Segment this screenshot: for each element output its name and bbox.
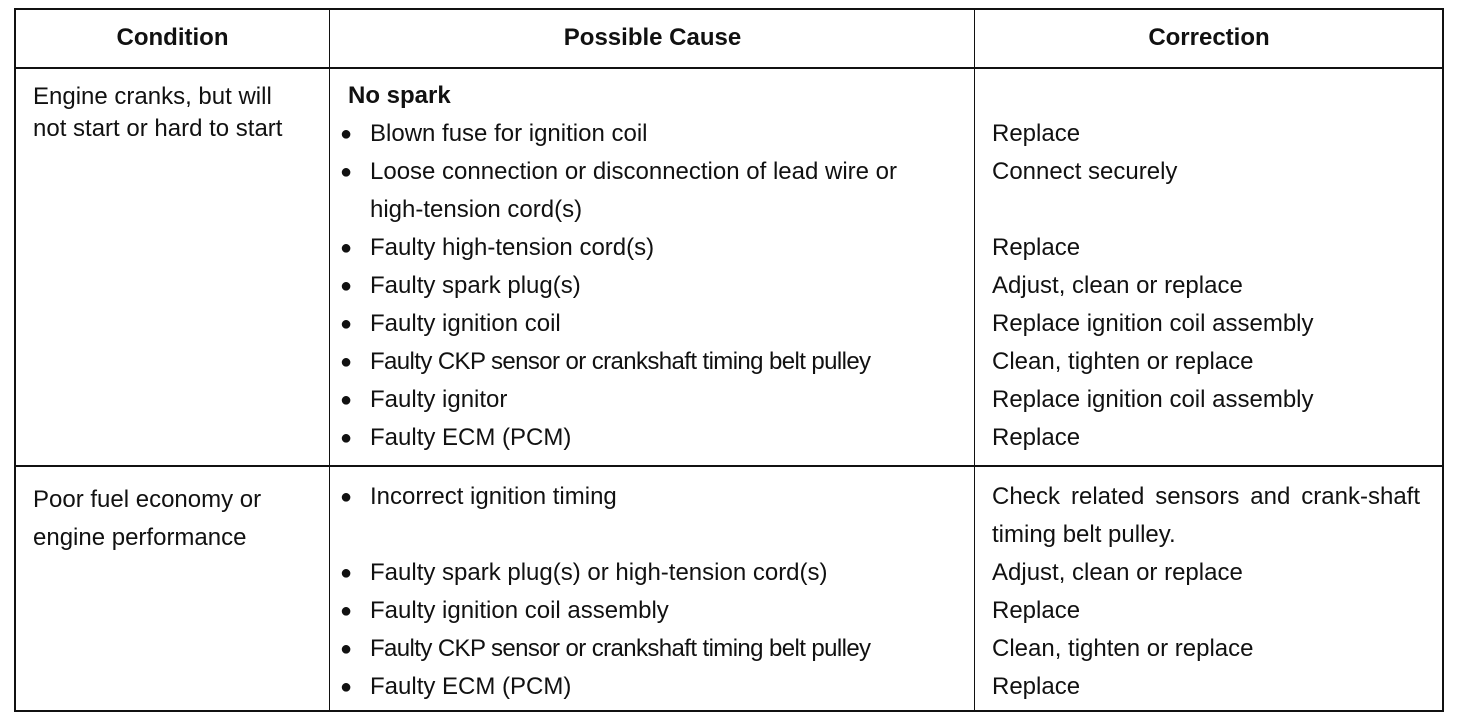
bullet-icon: ● (340, 313, 353, 335)
correction-item: Replace ignition coil assembly (992, 310, 1314, 337)
correction-item: Clean, tighten or replace (992, 635, 1254, 662)
cause-item: ● Faulty CKP sensor or crankshaft timing belt pulley (340, 630, 970, 668)
correction-item: Check related sensors and crank-shaft timing belt pulley. (992, 483, 1420, 548)
cause-item: ● Faulty ECM (PCM) (340, 668, 970, 706)
correction-item: Connect securely (992, 158, 1178, 185)
header-condition: Condition (116, 24, 229, 51)
bullet-icon: ● (340, 237, 353, 259)
header-possible-cause: Possible Cause (563, 24, 742, 51)
correction-item: Replace (992, 673, 1081, 700)
row1-corrections (992, 115, 1432, 457)
cause-item: ● Blown fuse for ignition coil (340, 115, 970, 153)
bullet-icon: ● (340, 676, 353, 698)
cause-item-continuation: high-tension cord(s) (370, 196, 583, 223)
row1-condition: Engine cranks, but will not start or hard to start (33, 83, 283, 142)
correction-item: Adjust, clean or replace (992, 272, 1243, 299)
row2-causes (340, 478, 970, 706)
correction-item: Replace (992, 597, 1081, 624)
cause-item: ● Faulty ECM (PCM) (340, 419, 970, 457)
column-divider-2 (974, 8, 975, 712)
cause-item: ● Faulty CKP sensor or crankshaft timing belt pulley (340, 343, 970, 381)
bullet-icon: ● (340, 161, 353, 183)
correction-item: Replace (992, 424, 1081, 451)
cause-item: ● Loose connection or disconnection of lead wire or (340, 153, 970, 191)
row2-corrections (992, 478, 1432, 706)
bullet-icon: ● (340, 427, 353, 449)
row1-subheading: No spark (348, 82, 451, 109)
bullet-icon: ● (340, 389, 353, 411)
cause-item: ● Faulty ignition coil assembly (340, 592, 970, 630)
cause-item: ● Faulty spark plug(s) or high-tension cord(s) (340, 554, 970, 592)
bullet-icon: ● (340, 486, 353, 508)
cause-item: ● Faulty ignition coil (340, 305, 970, 343)
bullet-icon: ● (340, 351, 352, 373)
bullet-icon: ● (340, 600, 353, 622)
correction-item: Clean, tighten or replace (992, 348, 1254, 375)
column-divider-1 (329, 8, 330, 712)
correction-item: Replace ignition coil assembly (992, 386, 1314, 413)
bullet-icon: ● (340, 638, 352, 660)
correction-item: Adjust, clean or replace (992, 559, 1243, 586)
cause-item: ● Faulty ignitor (340, 381, 970, 419)
header-correction: Correction (1148, 24, 1270, 51)
correction-item: Replace (992, 120, 1081, 147)
bullet-icon: ● (340, 123, 353, 145)
cause-item: ● Incorrect ignition timing (340, 478, 970, 516)
correction-item: Replace (992, 234, 1081, 261)
cause-item: ● Faulty high-tension cord(s) (340, 229, 970, 267)
row2-condition: Poor fuel economy or engine performance (33, 486, 262, 551)
row1-causes (340, 77, 970, 457)
header-divider (14, 67, 1444, 69)
cause-item: ● Faulty spark plug(s) (340, 267, 970, 305)
row-divider (14, 465, 1444, 467)
bullet-icon: ● (340, 562, 353, 584)
bullet-icon: ● (340, 275, 353, 297)
